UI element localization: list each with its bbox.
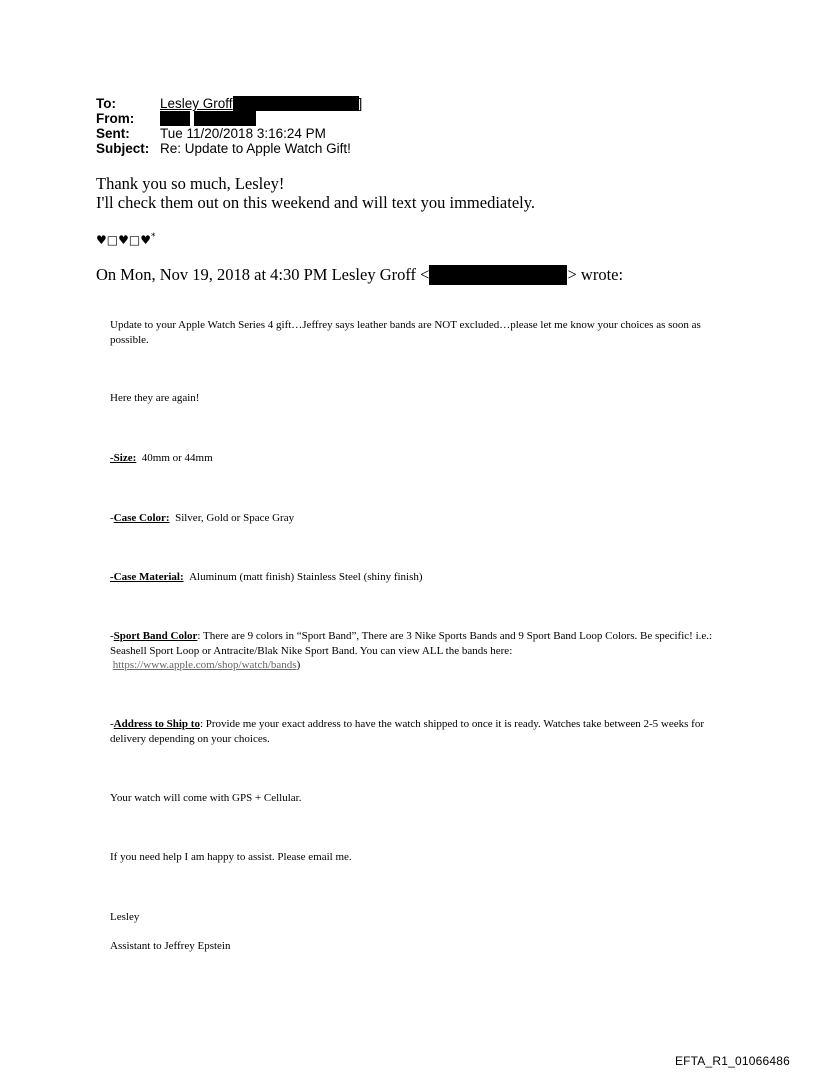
gps-line: Your watch will come with GPS + Cellular.: [110, 792, 302, 804]
band-color-block: [110, 629, 720, 673]
size-label: -Size:: [110, 452, 137, 464]
case-material-line: [110, 570, 720, 585]
case-material-label: -Case Material:: [110, 571, 184, 583]
signature-name: Lesley: [110, 911, 140, 923]
hearts-text: ♥□♥□♥: [96, 233, 151, 247]
address-label: Address to Ship to: [113, 718, 200, 730]
bates-number: EFTA_R1_01066486: [674, 1054, 790, 1068]
subject-value: Re: Update to Apple Watch Gift!: [160, 141, 351, 156]
sent-value: Tue 11/20/2018 3:16:24 PM: [160, 126, 326, 141]
from-label: From:: [96, 111, 135, 126]
quote-header-prefix: On Mon, Nov 19, 2018 at 4:30 PM Lesley Groff <: [96, 265, 430, 284]
band-link-close: ): [296, 659, 301, 671]
size-line: [110, 451, 720, 466]
band-label: Sport Band Color: [113, 630, 198, 642]
quote-header: [96, 265, 623, 285]
to-label: To:: [96, 96, 116, 111]
hearts-line: [96, 229, 155, 248]
to-bracket: ]: [358, 96, 363, 111]
case-color-value: Silver, Gold or Space Gray: [175, 512, 295, 524]
from-row: [96, 111, 362, 126]
signature-title: Assistant to Jeffrey Epstein: [110, 940, 231, 952]
address-value: : Provide me your exact address to have the watch shipped to once it is ready. Watches take between 2-5 weeks for delivery depending on your choices.: [110, 718, 704, 745]
reply-line: Thank you so much, Lesley!: [96, 174, 285, 193]
subject-row: [96, 141, 362, 156]
redaction-block: [233, 96, 359, 111]
sent-label: Sent:: [96, 126, 130, 141]
band-value: : There are 9 colors in “Sport Band”, There are 3 Nike Sports Bands and 9 Sport Band Loop Colors. Be specific! i.e.: Seashell Sport Loop or Antracite/Blak Nike Sport Band. You can view ALL the bands here:: [110, 630, 713, 657]
case-material-value: Aluminum (matt finish) Stainless Steel (shiny finish): [189, 571, 423, 583]
hearts-sup: *: [150, 232, 156, 242]
size-value: 40mm or 44mm: [141, 452, 213, 464]
email-header: [96, 96, 362, 156]
subject-label: Subject:: [96, 141, 150, 156]
bands-link[interactable]: https://www.apple.com/shop/watch/bands: [112, 659, 297, 671]
band-prefix: -: [110, 630, 114, 642]
reply-body: [96, 174, 535, 212]
case-color-prefix: -: [110, 512, 114, 524]
to-row: [96, 96, 362, 111]
quoted-intro: Update to your Apple Watch Series 4 gift…Jeffrey says leather bands are NOT excluded…please let me know your choices as soon as possible.: [110, 319, 701, 346]
help-line: If you need help I am happy to assist. Please email me.: [110, 851, 352, 863]
address-prefix: -: [110, 718, 114, 730]
redaction-block: [429, 265, 567, 285]
case-color-label: Case Color:: [113, 512, 170, 524]
to-name: Lesley Groff: [160, 96, 233, 111]
redaction-block: [160, 111, 190, 126]
redaction-block: [194, 111, 256, 126]
reply-line: I'll check them out on this weekend and will text you immediately.: [96, 193, 536, 212]
quote-header-suffix: > wrote:: [567, 265, 624, 284]
case-color-line: [110, 511, 720, 526]
quoted-again: Here they are again!: [110, 392, 200, 404]
address-block: [110, 717, 720, 746]
sent-row: [96, 126, 362, 141]
